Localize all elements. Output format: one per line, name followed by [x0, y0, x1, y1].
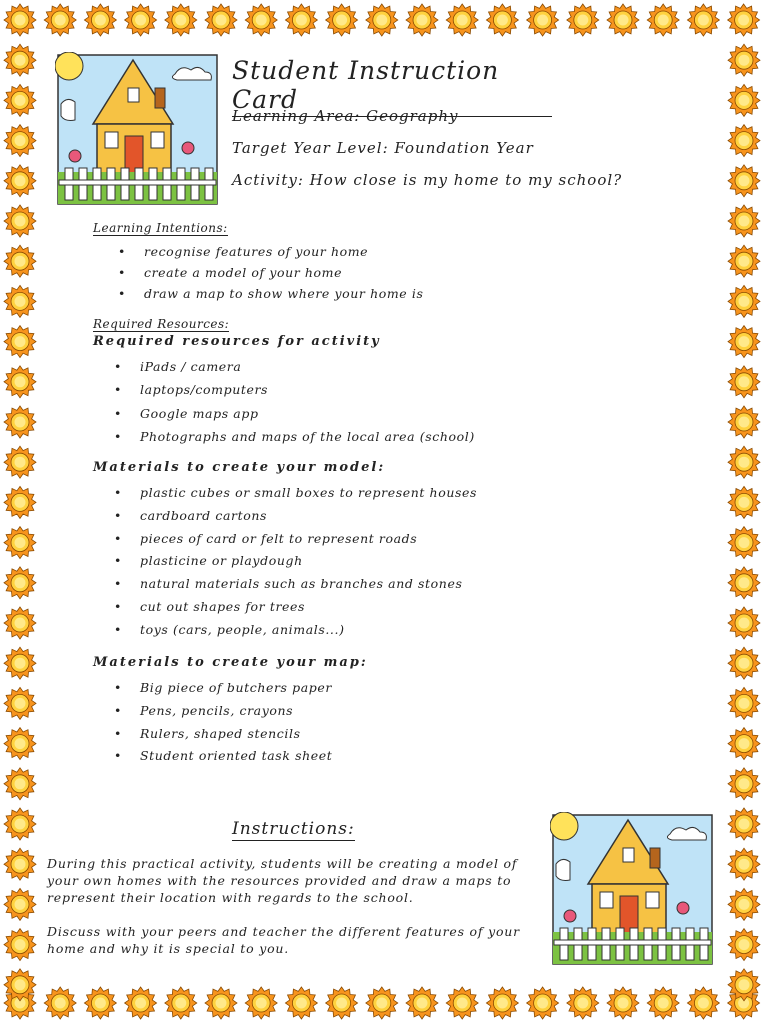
list-item: • cut out shapes for trees	[114, 598, 306, 614]
resources-subheading: Required resources for activity	[93, 334, 381, 349]
model-materials-list	[114, 482, 477, 642]
page-title: Student Instruction Card	[232, 56, 552, 117]
resources-list	[114, 355, 475, 448]
list-item: • pieces of card or felt to represent roads	[114, 530, 418, 546]
list-item: • toys (cars, people, animals...)	[114, 621, 345, 637]
list-item: • plasticine or playdough	[114, 553, 303, 569]
activity: Activity: How close is my home to my school?	[232, 171, 623, 189]
sun-icon	[55, 52, 83, 80]
target-year-level: Target Year Level: Foundation Year	[232, 139, 534, 157]
list-item: • Student oriented task sheet	[114, 748, 333, 764]
list-item: • plastic cubes or small boxes to represent houses	[114, 485, 478, 500]
list-item: • cardboard cartons	[114, 507, 268, 523]
learning-area: Learning Area: Geography	[232, 107, 459, 125]
model-materials-heading: Materials to create your model:	[93, 460, 386, 475]
list-item: • laptops/computers	[114, 382, 269, 398]
map-materials-list	[114, 677, 332, 768]
list-item: • Photographs and maps of the local area (school)	[114, 428, 475, 444]
sun-icon	[550, 812, 578, 840]
list-item: • draw a map to show where your home is	[118, 286, 424, 301]
list-item: • iPads / camera	[114, 359, 242, 374]
instructions-heading: Instructions:	[232, 819, 355, 839]
house-illustration	[550, 812, 715, 967]
list-item: • Google maps app	[114, 405, 259, 421]
resources-heading: Required Resources:	[93, 317, 230, 331]
map-materials-heading: Materials to create your map:	[93, 655, 368, 670]
instructions-paragraph-2: Discuss with your peers and teacher the different features of your home and why it is special to you.	[47, 924, 520, 956]
learning-intentions-heading: Learning Intentions:	[93, 221, 228, 235]
instructions-paragraph-1: During this practical activity, students will be creating a model of your own homes with the resources provided and draw a maps to represent their location with regards to the school.	[47, 856, 518, 905]
list-item: • create a model of your home	[118, 265, 343, 280]
learning-intentions-list	[118, 241, 424, 304]
list-item: • Pens, pencils, crayons	[114, 702, 294, 718]
list-item: • Rulers, shaped stencils	[114, 725, 301, 741]
house-illustration	[55, 52, 220, 207]
list-item: • Big piece of butchers paper	[114, 680, 332, 695]
list-item: • natural materials such as branches and stones	[114, 576, 463, 592]
list-item: • recognise features of your home	[118, 244, 369, 259]
